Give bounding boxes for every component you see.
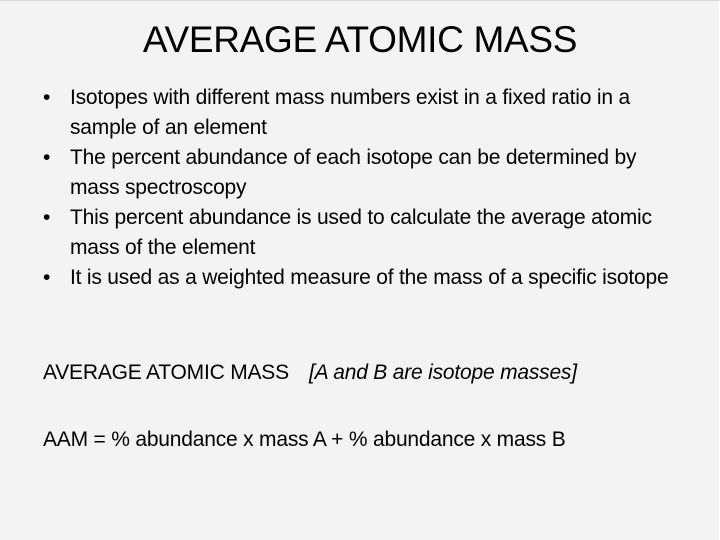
bullet-text: Isotopes with different mass numbers exist in a fixed ratio in a sample of an element [70,86,630,139]
bullet-icon: • [43,86,51,109]
formula-label: AVERAGE ATOMIC MASS [43,361,289,384]
bullet-icon: • [43,206,51,229]
bullet-text: This percent abundance is used to calculate the average atomic mass of the element [70,206,652,259]
formula: AAM = % abundance x mass A + % abundance x mass B [43,428,566,451]
bullet-icon: • [43,266,51,289]
formula-note: [A and B are isotope masses] [308,361,577,384]
bullet-item [43,203,683,263]
bullet-text: The percent abundance of each isotope can be determined by mass spectroscopy [70,146,637,199]
slide-title: AVERAGE ATOMIC MASS [142,19,578,60]
bullet-icon: • [43,146,51,169]
bullet-list [43,83,683,293]
bullet-text: It is used as a weighted measure of the mass of a specific isotope [70,266,669,289]
formula-heading [43,358,577,388]
bullet-item [43,83,683,143]
bullet-item [43,263,683,293]
bullet-item [43,143,683,203]
